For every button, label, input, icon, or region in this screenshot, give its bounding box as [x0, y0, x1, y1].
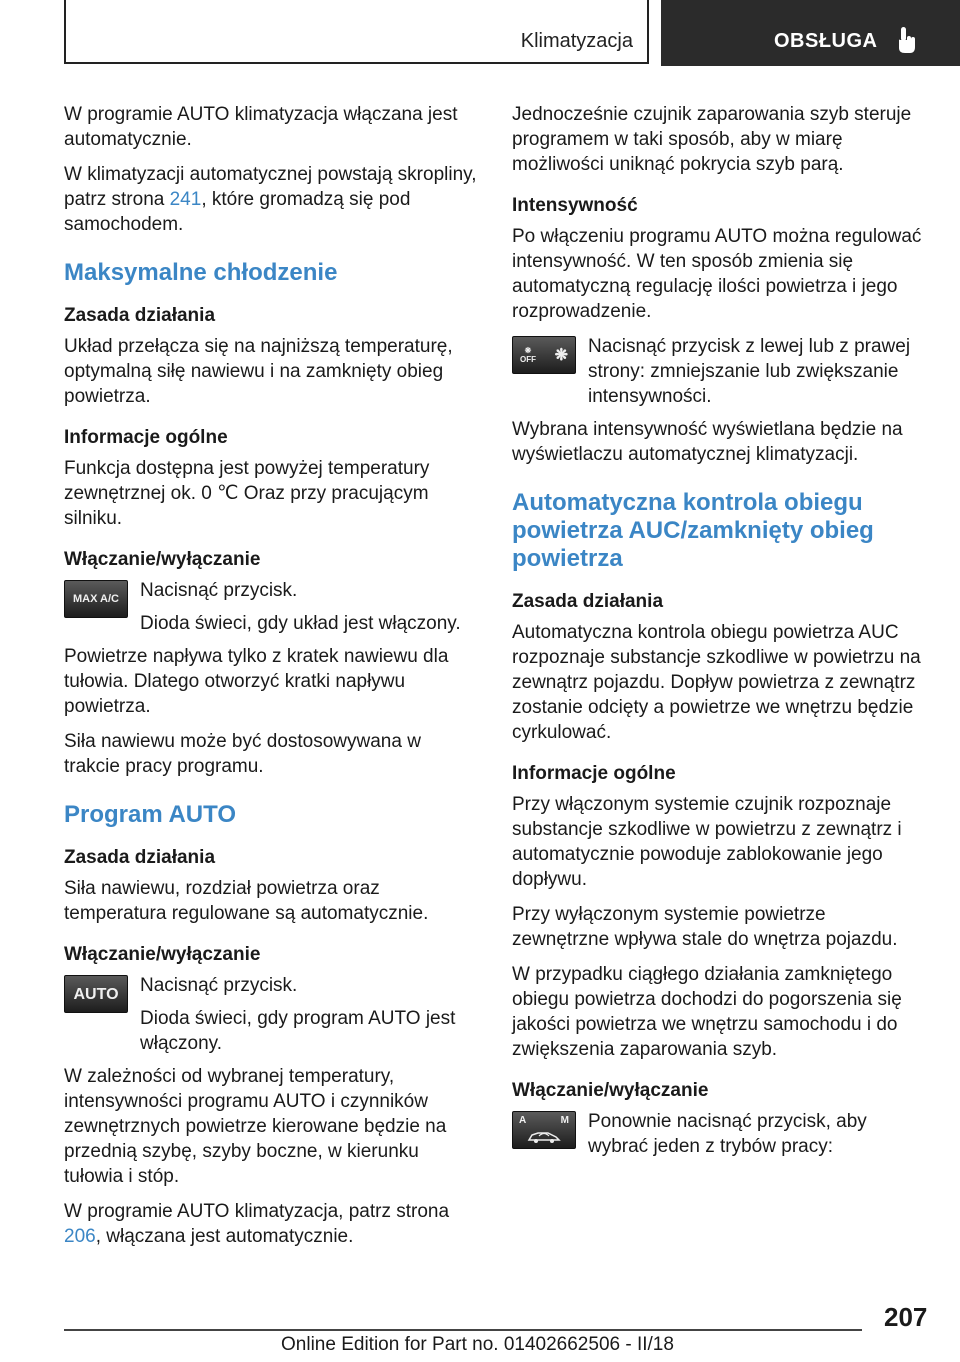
- subheading: Włączanie/wyłączanie: [64, 549, 261, 570]
- paragraph: Przy wyłączonym systemie powietrze zewnętrzne wpływa stale do wnętrza pojazdu.: [512, 904, 898, 950]
- paragraph: Funkcja dostępna jest powyżej temperatury zewnętrznej ok. 0 ℃ Oraz przy pracującym silniku.: [64, 458, 430, 529]
- paragraph: Wybrana intensywność wyświetlana będzie na wyświetlaczu automatycznej klimatyzacji.: [512, 419, 903, 465]
- paragraph: Siła nawiewu, rozdział powietrza oraz temperatura regulowane są automatycznie.: [64, 878, 429, 924]
- paragraph: Dioda świeci, gdy układ jest włączony.: [140, 613, 461, 634]
- max-ac-button-image: MAX A/C: [64, 580, 128, 618]
- paragraph: Nacisnąć przycisk.: [140, 975, 298, 996]
- left-column: [64, 102, 482, 1259]
- fan-intensity-button-image: [512, 336, 576, 374]
- paragraph: Układ przełącza się na najniższą temperaturę, optymalną siłę nawiewu i na zamknięty obieg powietrza.: [64, 336, 453, 407]
- section-heading-max-cooling: Maksymalne chłodzenie: [64, 259, 338, 286]
- paragraph: W klimatyzacji automatycznej powstają skropliny, patrz strona 241, które gromadzą się pod samochodem.: [64, 164, 477, 235]
- subheading: Intensywność: [512, 195, 638, 216]
- header-section-title: Klimatyzacja: [520, 30, 633, 52]
- subheading: Informacje ogólne: [512, 763, 676, 784]
- paragraph: W zależności od wybranej temperatury, intensywności programu AUTO i czynników zewnętrznych powietrze kierowane będzie na przednią szybę, szyby boczne, w kierunku tułowia i stóp.: [64, 1066, 447, 1187]
- paragraph: Dioda świeci, gdy program AUTO jest włączony.: [140, 1008, 456, 1054]
- footer-divider: [64, 1329, 862, 1331]
- fan-icon: ❋: [554, 346, 568, 364]
- subheading: Włączanie/wyłączanie: [64, 944, 261, 965]
- paragraph: Powietrze napływa tylko z kratek nawiewu dla tułowia. Dlatego otworzyć kratki napływu powietrza.: [64, 646, 449, 717]
- header-section-box: [64, 0, 649, 64]
- button-instruction: [512, 1109, 928, 1159]
- page-link-206[interactable]: 206: [64, 1226, 96, 1247]
- paragraph: W przypadku ciągłego działania zamkniętego obiegu powietrza dochodzi do pogorszenia się jakości powietrza we wnętrzu samochodu i do zwiększenia zaparowania szyb.: [512, 964, 902, 1060]
- subheading: Zasada działania: [64, 847, 216, 868]
- footer-edition: Online Edition for Part no. 01402662506 - II/18: [281, 1334, 674, 1355]
- paragraph: Jednocześnie czujnik zaparowania szyb steruje programem w taki sposób, aby w miarę możliwości uniknąć pokrycia szyb parą.: [512, 104, 912, 175]
- paragraph: Nacisnąć przycisk z lewej lub z prawej strony: zmniejszanie lub zwiększanie intensywności.: [588, 336, 911, 407]
- paragraph: Siła nawiewu może być dostosowywana w trakcie pracy programu.: [64, 731, 421, 777]
- button-instruction: [512, 334, 928, 409]
- paragraph: W programie AUTO klimatyzacja włączana jest automatycznie.: [64, 104, 458, 150]
- paragraph: Nacisnąć przycisk.: [140, 580, 298, 601]
- paragraph: Po włączeniu programu AUTO można regulować intensywność. W ten sposób zmienia się automatyczną regulację ilości powietrza i jego rozprowadzenie.: [512, 226, 922, 322]
- paragraph: Automatyczna kontrola obiegu powietrza AUC rozpoznaje substancje szkodliwe w powietrzu na zewnątrz pojazdu. Dopływ powietrza z zewnątrz zostanie odcięty a powietrze we wnętrzu będzie cyrkulować.: [512, 622, 921, 743]
- auto-button-image: AUTO: [64, 975, 128, 1013]
- air-recirculation-button-image: A M: [512, 1111, 576, 1149]
- button-instruction: [64, 973, 482, 1056]
- page-link-241[interactable]: 241: [169, 189, 202, 210]
- subheading: Informacje ogólne: [64, 427, 228, 448]
- fan-off-icon: ❋ OFF: [520, 346, 536, 364]
- header-chapter-tab: [661, 0, 960, 66]
- paragraph: Przy włączonym systemie czujnik rozpoznaje substancje szkodliwe w powietrzu z zewnątrz i automatycznie powoduje zablokowanie jego dopływu.: [512, 794, 902, 890]
- hand-pointing-icon: [895, 26, 917, 54]
- button-instruction: [64, 578, 482, 636]
- section-heading-auto-program: Program AUTO: [64, 801, 237, 828]
- subheading: Zasada działania: [512, 591, 664, 612]
- right-column: [512, 102, 928, 1167]
- paragraph: W programie AUTO klimatyzacja, patrz strona 206, włączana jest automatycznie.: [64, 1201, 450, 1247]
- section-heading-auc: Automatyczna kontrola obiegu powietrza AUC/zamknięty obieg powietrza: [512, 489, 874, 572]
- car-recirculation-icon: [526, 1127, 562, 1145]
- page-number: 207: [884, 1302, 928, 1332]
- paragraph: Ponownie nacisnąć przycisk, aby wybrać jeden z trybów pracy:: [588, 1111, 867, 1157]
- subheading: Zasada działania: [64, 305, 216, 326]
- subheading: Włączanie/wyłączanie: [512, 1080, 709, 1101]
- header-chapter-title: OBSŁUGA: [774, 30, 878, 52]
